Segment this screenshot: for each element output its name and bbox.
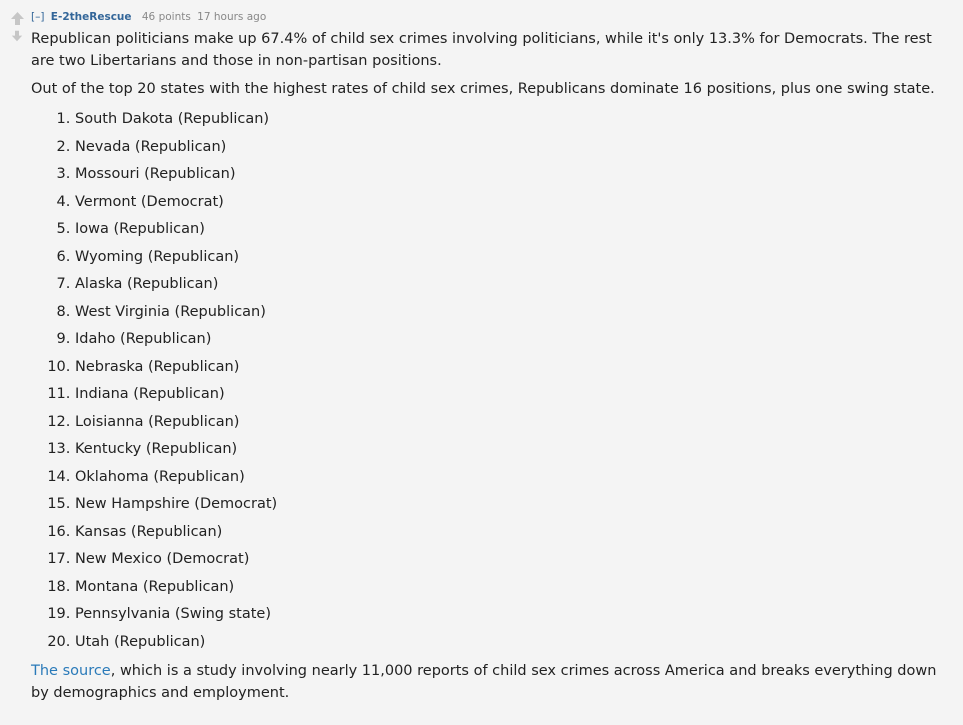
list-item: 11. Indiana (Republican) (75, 381, 957, 409)
list-item: 6. Wyoming (Republican) (75, 244, 957, 272)
list-item: 19. Pennsylvania (Swing state) (75, 601, 957, 629)
upvote-arrow-icon[interactable] (10, 11, 25, 26)
list-item: 4. Vermont (Democrat) (75, 189, 957, 217)
list-item: 17. New Mexico (Democrat) (75, 546, 957, 574)
comment-body (31, 28, 957, 704)
source-link[interactable]: The source (31, 663, 111, 679)
comment-tagline (31, 10, 957, 24)
list-item: 7. Alaska (Republican) (75, 271, 957, 299)
list-item: 10. Nebraska (Republican) (75, 354, 957, 382)
list-item: 20. Utah (Republican) (75, 629, 957, 657)
collapse-toggle[interactable]: [–] (31, 11, 45, 23)
score: 46 points (141, 11, 191, 23)
list-item: 2. Nevada (Republican) (75, 134, 957, 162)
list-item: 3. Mossouri (Republican) (75, 161, 957, 189)
list-item: 16. Kansas (Republican) (75, 519, 957, 547)
list-item: 5. Iowa (Republican) (75, 216, 957, 244)
timestamp: 17 hours ago (197, 11, 267, 23)
list-item: 12. Loisianna (Republican) (75, 409, 957, 437)
source-description: , which is a study involving nearly 11,000 reports of child sex crimes across America and breaks everything down by demographics and employment. (31, 663, 937, 701)
states-list (31, 106, 957, 656)
list-item: 18. Montana (Republican) (75, 574, 957, 602)
paragraph-source (31, 660, 957, 704)
vote-column (8, 11, 26, 42)
list-item: 9. Idaho (Republican) (75, 326, 957, 354)
list-item: 13. Kentucky (Republican) (75, 436, 957, 464)
list-item: 14. Oklahoma (Republican) (75, 464, 957, 492)
comment-entry (31, 10, 957, 710)
downvote-arrow-icon[interactable] (11, 30, 23, 42)
author-link[interactable]: E-2theRescue (50, 11, 132, 23)
list-item: 1. South Dakota (Republican) (75, 106, 957, 134)
paragraph-states-intro: Out of the top 20 states with the highest rates of child sex crimes, Republicans dominate 16 positions, plus one swing state. (31, 81, 935, 97)
paragraph-politicians: Republican politicians make up 67.4% of child sex crimes involving politicians, while it's only 13.3% for Democrats. The rest are two Libertarians and those in non-partisan positions. (31, 31, 932, 69)
list-item: 15. New Hampshire (Democrat) (75, 491, 957, 519)
list-item: 8. West Virginia (Republican) (75, 299, 957, 327)
